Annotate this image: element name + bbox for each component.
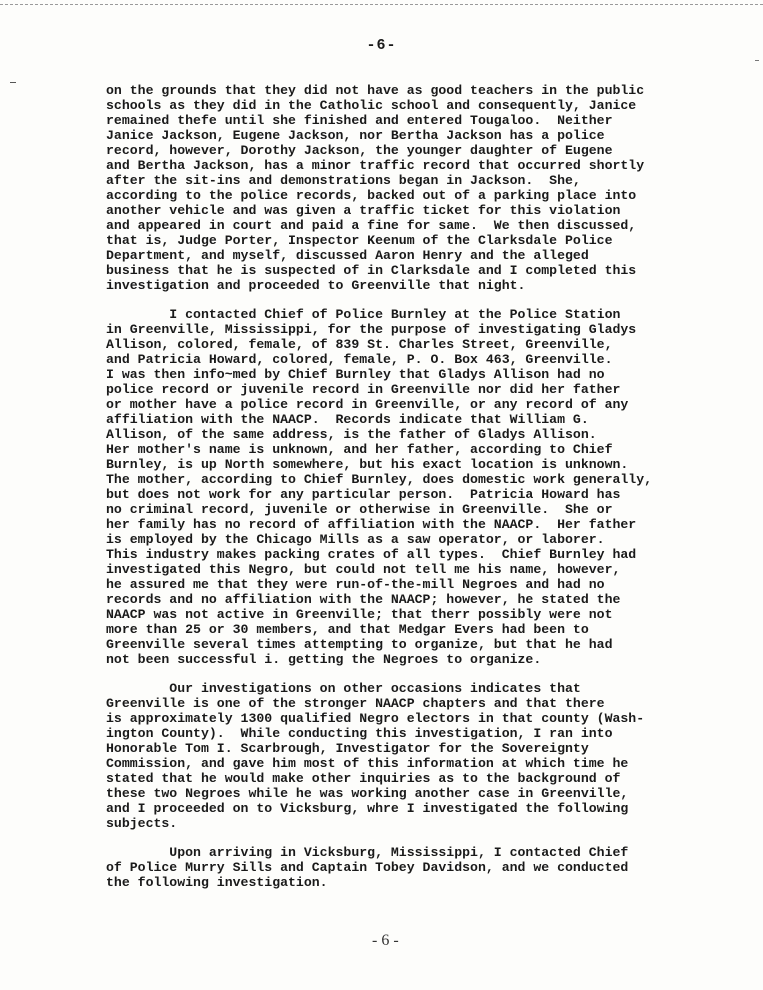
paragraph [106,681,731,831]
text-line: affiliation with the NAACP. Records indicate that William G. [106,412,589,427]
text-line: Our investigations on other occasions indicates that [106,681,581,696]
text-line: business that he is suspected of in Clarksdale and I completed this [106,263,637,278]
text-line: Her mother's name is unknown, and her father, according to Chief [106,442,613,457]
text-line: Upon arriving in Vicksburg, Mississippi, I contacted Chief [106,845,629,860]
text-line: Department, and myself, discussed Aaron Henry and the alleged [106,248,589,263]
text-line: investigation and proceeded to Greenville that night. [106,278,526,293]
paragraph [106,83,731,293]
text-line: schools as they did in the Catholic school and consequently, Janice [106,98,637,113]
text-line: these two Negroes while he was working another case in Greenville, [106,786,629,801]
text-line: stated that he would make other inquiries as to the background of [106,771,621,786]
paragraph [106,307,731,667]
text-line: police record or juvenile record in Greenville nor did her father [106,382,621,397]
text-line: another vehicle and was given a traffic ticket for this violation [106,203,621,218]
text-line: not been successful i. getting the Negroes to organize. [106,652,542,667]
text-line: investigated this Negro, but could not tell me his name, however, [106,562,621,577]
text-line: her family has no record of affiliation with the NAACP. Her father [106,517,637,532]
text-line: Commission, and gave him most of this information at which time he [106,756,629,771]
page-number-footer: - 6 - [372,932,399,949]
text-line: no criminal record, juvenile or otherwise in Greenville. She or [106,502,613,517]
text-line: and appeared in court and paid a fine for same. We then discussed, [106,218,637,233]
page-number-header: -6- [366,37,397,54]
text-line: Allison, of the same address, is the father of Gladys Allison. [106,427,597,442]
text-line: I contacted Chief of Police Burnley at the Police Station [106,307,621,322]
text-line: Allison, colored, female, of 839 St. Charles Street, Greenville, [106,337,613,352]
text-line: remained thefe until she finished and entered Tougaloo. Neither [106,113,613,128]
text-line: that is, Judge Porter, Inspector Keenum of the Clarksdale Police [106,233,613,248]
text-line: The mother, according to Chief Burnley, does domestic work generally, [106,472,653,487]
text-line: after the sit-ins and demonstrations began in Jackson. She, [106,173,581,188]
text-line: NAACP was not active in Greenville; that therr possibly were not [106,607,613,622]
text-line: and Bertha Jackson, has a minor traffic record that occurred shortly [106,158,645,173]
text-line: records and no affiliation with the NAACP; however, he stated the [106,592,621,607]
document-body [106,83,731,904]
top-edge-rule [0,4,763,5]
text-line: he assured me that they were run-of-the-mill Negroes and had no [106,577,605,592]
text-line: is employed by the Chicago Mills as a saw operator, or laborer. [106,532,605,547]
text-line: subjects. [106,816,178,831]
paragraph [106,845,731,890]
text-line: Janice Jackson, Eugene Jackson, nor Bertha Jackson has a police [106,128,605,143]
margin-mark [10,82,16,83]
text-line: or mother have a police record in Greenville, or any record of any [106,397,629,412]
text-line: in Greenville, Mississippi, for the purpose of investigating Gladys [106,322,637,337]
text-line: the following investigation. [106,875,328,890]
margin-mark [755,60,759,61]
text-line: more than 25 or 30 members, and that Medgar Evers had been to [106,622,589,637]
text-line: on the grounds that they did not have as good teachers in the public [106,83,645,98]
text-line: of Police Murry Sills and Captain Tobey Davidson, and we conducted [106,860,629,875]
text-line: I was then info~med by Chief Burnley that Gladys Allison had no [106,367,605,382]
text-line: record, however, Dorothy Jackson, the younger daughter of Eugene [106,143,613,158]
text-line: according to the police records, backed out of a parking place into [106,188,637,203]
text-line: but does not work for any particular person. Patricia Howard has [106,487,621,502]
text-line: is approximately 1300 qualified Negro electors in that county (Wash- [106,711,645,726]
text-line: and I proceeded on to Vicksburg, whre I investigated the following [106,801,629,816]
text-line: ington County). While conducting this investigation, I ran into [106,726,613,741]
text-line: Burnley, is up North somewhere, but his exact location is unknown. [106,457,629,472]
text-line: This industry makes packing crates of all types. Chief Burnley had [106,547,637,562]
text-line: Greenville is one of the stronger NAACP chapters and that there [106,696,605,711]
text-line: Honorable Tom I. Scarbrough, Investigator for the Sovereignty [106,741,589,756]
text-line: Greenville several times attempting to organize, but that he had [106,637,613,652]
text-line: and Patricia Howard, colored, female, P. O. Box 463, Greenville. [106,352,613,367]
